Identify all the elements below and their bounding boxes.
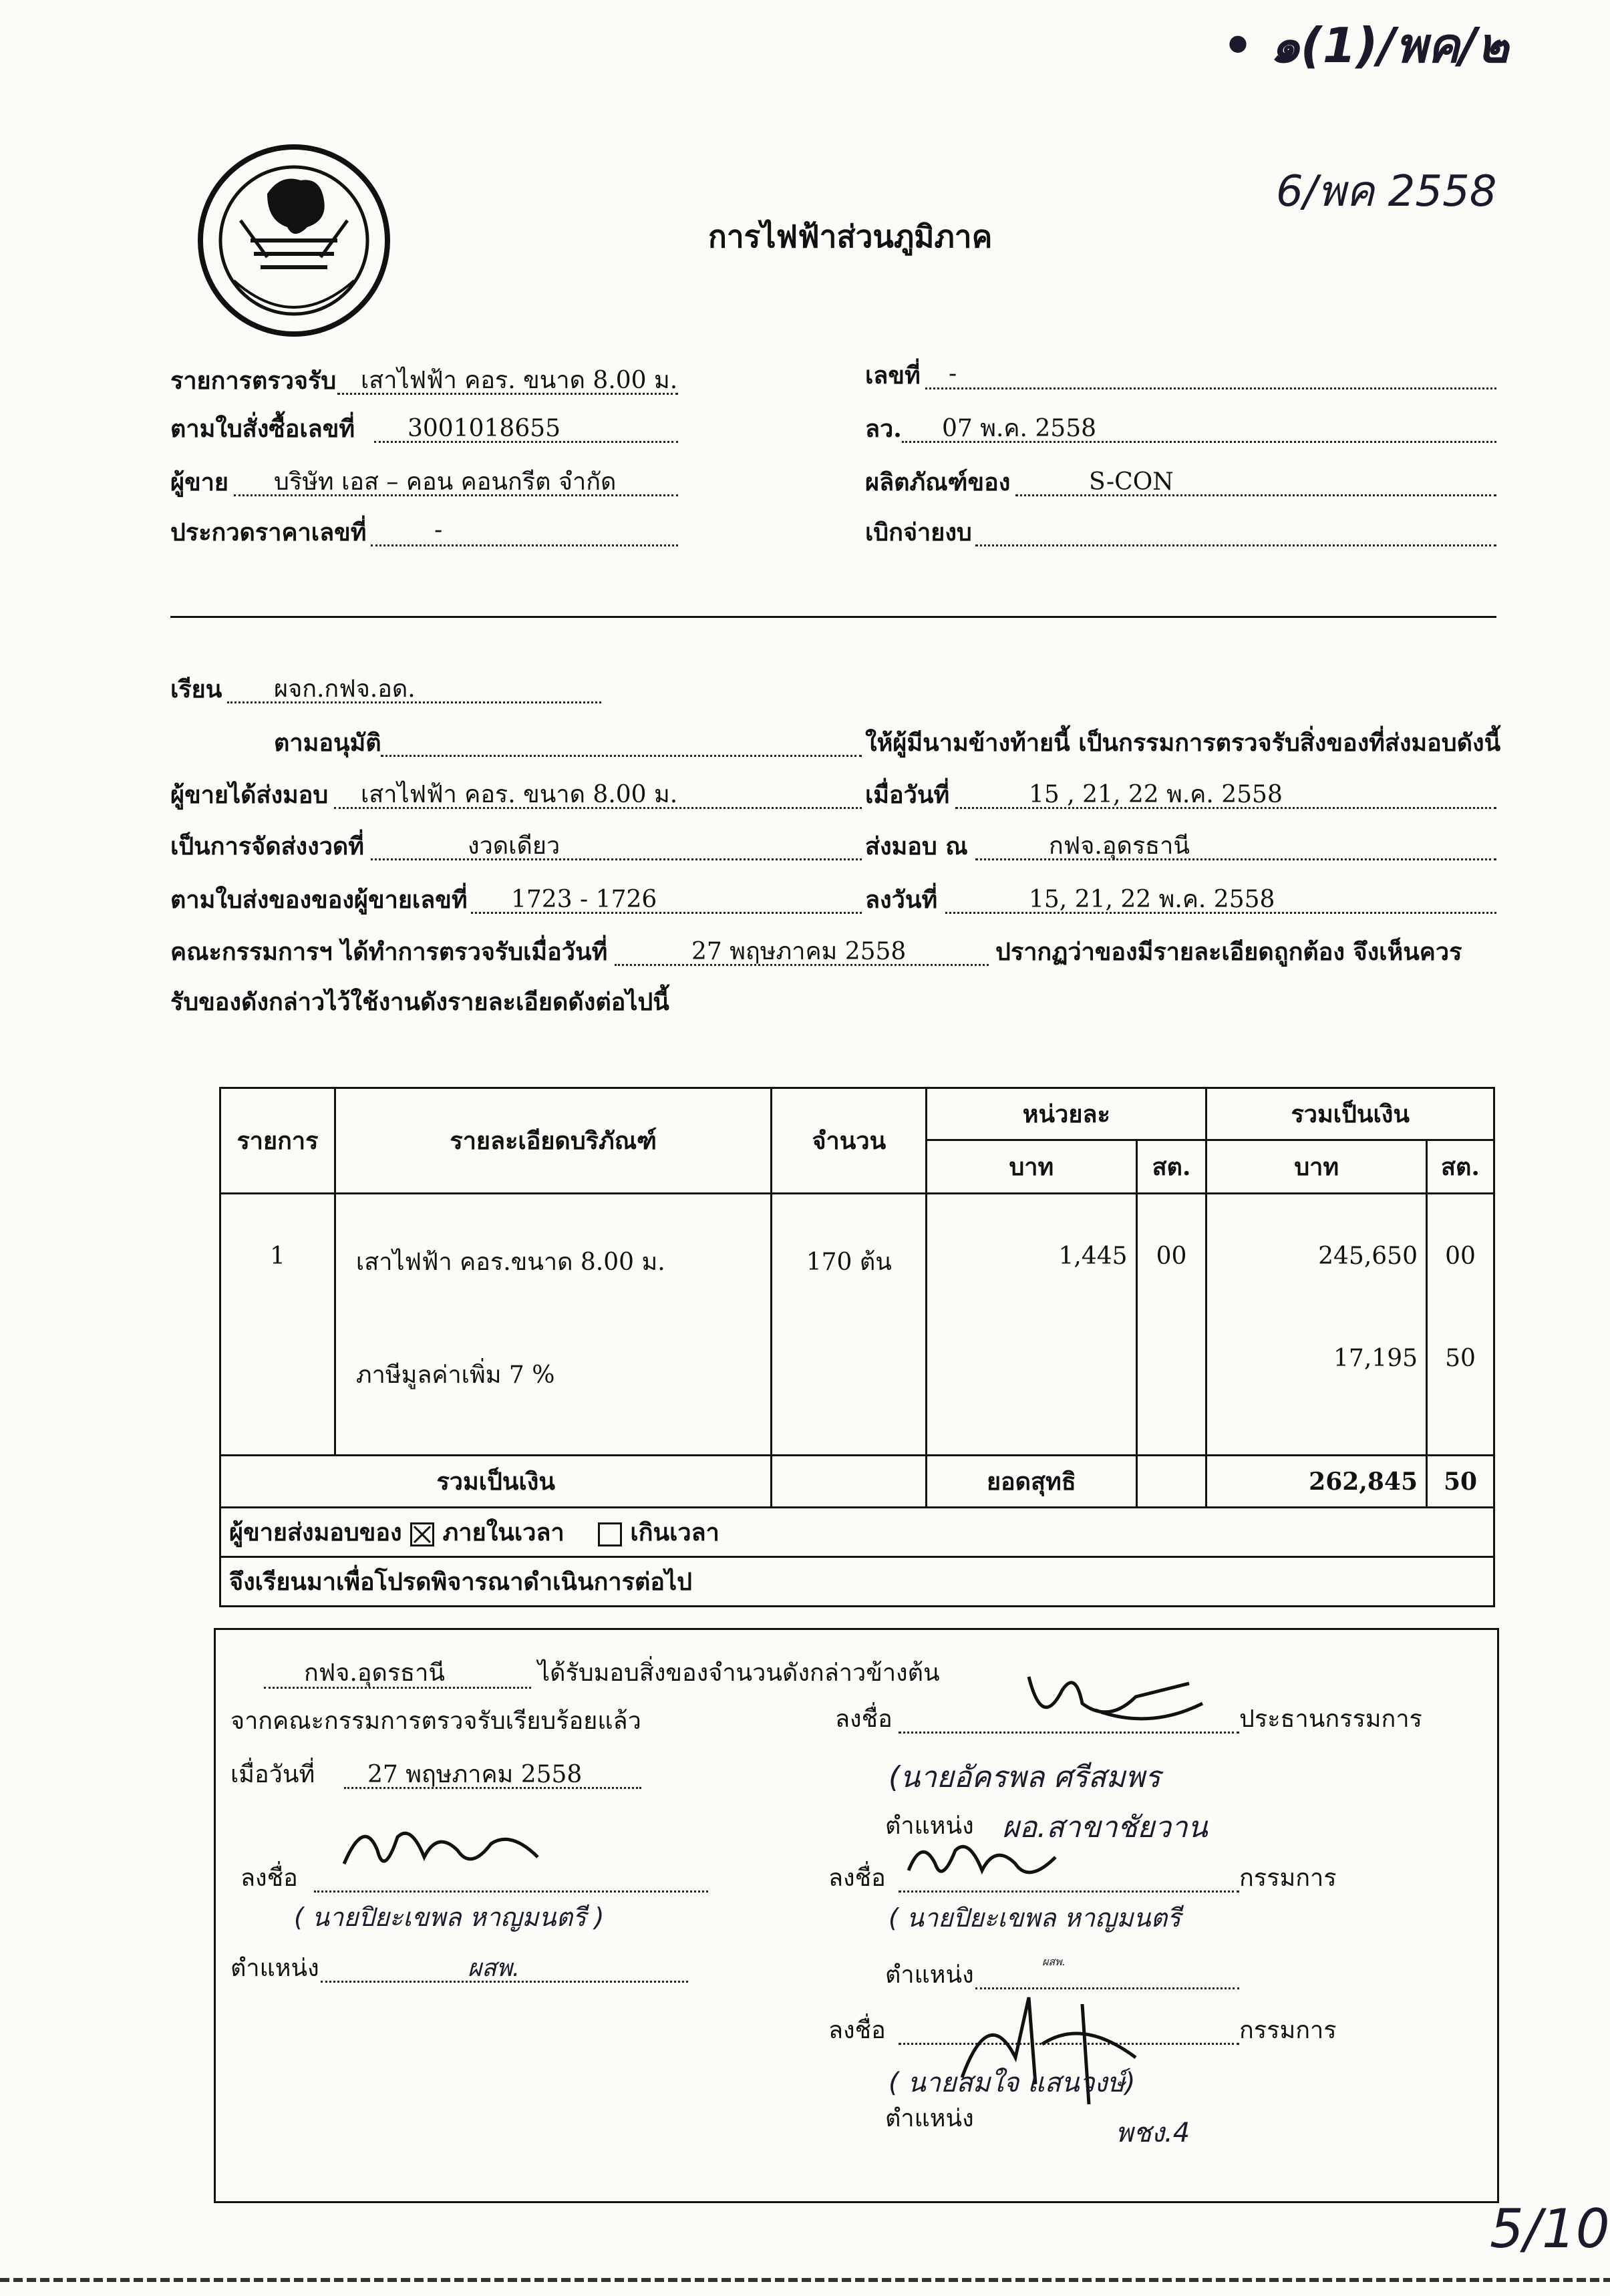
row-unit-baht: 1,445 bbox=[1058, 1243, 1128, 1270]
receipt-office: กฟจ.อุดรธานี bbox=[304, 1659, 445, 1687]
chair-signature bbox=[1015, 1663, 1216, 1746]
sum-label: รวมเป็นเงิน bbox=[220, 1456, 772, 1508]
bid-label: ประกวดราคาเลขที่ bbox=[170, 518, 367, 546]
batch-label: เป็นการจัดส่งงวดที่ bbox=[170, 832, 365, 860]
committee-date: 27 พฤษภาคม 2558 bbox=[691, 938, 907, 965]
chair-name: (นายอัครพล ศรีสมพร bbox=[889, 1760, 1161, 1794]
dated-label: ลงวันที่ bbox=[865, 886, 938, 914]
header-detail: รายละเอียดบริภัณฑ์ bbox=[335, 1088, 772, 1194]
approval-label: ตามอนุมัติ bbox=[274, 729, 381, 757]
po-date-value: 07 พ.ค. 2558 bbox=[942, 415, 1097, 442]
from-text: จากคณะกรรมการตรวจรับเรียบร้อยแล้ว bbox=[230, 1707, 641, 1735]
vat-detail: ภาษีมูลค่าเพิ่ม 7 % bbox=[355, 1361, 555, 1389]
date-annotation: 6/พค 2558 bbox=[1276, 167, 1497, 216]
header-unit-satang: สต. bbox=[1136, 1140, 1206, 1194]
to-value: ผจก.กฟจ.อด. bbox=[274, 675, 416, 703]
row-detail: เสาไฟฟ้า คอร.ขนาด 8.00 ม. bbox=[355, 1249, 665, 1276]
page-title: การไฟฟ้าส่วนภูมิภาค bbox=[708, 218, 993, 255]
budget-label: เบิกจ่ายงบ bbox=[865, 518, 972, 546]
po-date-label: ลว. bbox=[865, 415, 902, 443]
net-satang: 50 bbox=[1427, 1456, 1494, 1508]
member1-position: ผสพ. bbox=[1042, 1955, 1066, 1968]
receiver-signature bbox=[337, 1810, 551, 1893]
bid-value: - bbox=[434, 516, 443, 544]
member2-sign-label: ลงชื่อ bbox=[828, 2017, 886, 2044]
member2-role: กรรมการ bbox=[1239, 2017, 1337, 2044]
row-item: 1 bbox=[270, 1243, 285, 1270]
receiver-name: ( นายปิยะเขพล หาญมนตรี ) bbox=[294, 1903, 605, 1932]
chair-position-label: ตำแหน่ง bbox=[885, 1812, 974, 1840]
number-label: เลขที่ bbox=[865, 361, 921, 389]
seller-value: บริษัท เอส – คอน คอนกรีต จำกัด bbox=[274, 468, 617, 496]
committee-text2: รับของดังกล่าวไว้ใช้งานดังรายละเอียดดังต่อไปนี้ bbox=[170, 988, 669, 1016]
on-time-checkbox[interactable] bbox=[410, 1522, 434, 1546]
received-text: ได้รับมอบสิ่งของจำนวนดังกล่าวข้างต้น bbox=[538, 1659, 940, 1687]
vat-total-satang: 50 bbox=[1445, 1345, 1476, 1372]
items-table bbox=[219, 1087, 1495, 1607]
seller-label: ผู้ขาย bbox=[170, 468, 229, 496]
chair-role: ประธานกรรมการ bbox=[1239, 1705, 1422, 1733]
net-label: ยอดสุทธิ bbox=[927, 1456, 1136, 1508]
product-label: ผลิตภัณฑ์ของ bbox=[865, 468, 1011, 496]
member1-position-label: ตำแหน่ง bbox=[885, 1961, 974, 1989]
approval-text: ให้ผู้มีนามข้างท้ายนี้ เป็นกรรมการตรวจรับสิ่งของที่ส่งมอบดังนี้ bbox=[865, 729, 1501, 757]
member1-signature bbox=[902, 1830, 1076, 1900]
chair-sign-label: ลงชื่อ bbox=[835, 1705, 893, 1733]
scan-border bbox=[0, 2278, 1610, 2282]
pea-logo bbox=[194, 140, 394, 341]
header-total: รวมเป็นเงิน bbox=[1206, 1088, 1494, 1140]
row-quantity: 170 ต้น bbox=[806, 1249, 892, 1276]
overdue-label: เกินเวลา bbox=[630, 1518, 719, 1546]
row-total-satang: 00 bbox=[1445, 1243, 1476, 1270]
inspection-label: รายการตรวจรับ bbox=[170, 367, 337, 395]
vat-total-baht: 17,195 bbox=[1333, 1345, 1418, 1372]
header-total-satang: สต. bbox=[1427, 1140, 1494, 1194]
on-date-value: 15 , 21, 22 พ.ค. 2558 bbox=[1029, 781, 1283, 808]
batch-value: งวดเดียว bbox=[468, 832, 560, 860]
member2-name: ( นายสมใจ แสนวงษ์) bbox=[889, 2068, 1136, 2098]
row-total-baht: 245,650 bbox=[1318, 1243, 1418, 1270]
member2-position-label: ตำแหน่ง bbox=[885, 2105, 974, 2132]
page-count-annotation: 5/10 bbox=[1490, 2198, 1610, 2260]
dated-value: 15, 21, 22 พ.ค. 2558 bbox=[1029, 886, 1275, 913]
closing-text: จึงเรียนมาเพื่อโปรดพิจารณาดำเนินการต่อไป bbox=[220, 1557, 1494, 1607]
delivery-note-value: 1723 - 1726 bbox=[511, 886, 657, 913]
receipt-date-label: เมื่อวันที่ bbox=[230, 1761, 315, 1788]
receiver-position: ผสพ. bbox=[468, 1955, 520, 1982]
header-unit-price: หน่วยละ bbox=[927, 1088, 1206, 1140]
row-unit-satang: 00 bbox=[1156, 1243, 1187, 1270]
net-baht: 262,845 bbox=[1206, 1456, 1427, 1508]
po-value: 3001018655 bbox=[408, 415, 561, 442]
delivered-label: ผู้ขายได้ส่งมอบ bbox=[170, 781, 329, 809]
header-item: รายการ bbox=[220, 1088, 335, 1194]
header-unit-baht: บาท bbox=[927, 1140, 1136, 1194]
header-total-baht: บาท bbox=[1206, 1140, 1427, 1194]
delivery-note-label: ตามใบส่งของของผู้ขายเลขที่ bbox=[170, 886, 468, 914]
header-quantity: จำนวน bbox=[772, 1088, 927, 1194]
on-time-label: ภายในเวลา bbox=[442, 1518, 565, 1546]
top-right-annotation: • ๑(1)/พค/๒ bbox=[1223, 17, 1509, 73]
section-divider bbox=[170, 616, 1496, 618]
committee-label: คณะกรรมการฯ ได้ทำการตรวจรับเมื่อวันที่ bbox=[170, 938, 608, 966]
po-label: ตามใบสั่งซื้อเลขที่ bbox=[170, 415, 355, 443]
delivered-value: เสาไฟฟ้า คอร. ขนาด 8.00 ม. bbox=[361, 781, 678, 808]
member2-position: พชง.4 bbox=[1116, 2118, 1190, 2148]
receiver-sign-label: ลงชื่อ bbox=[240, 1864, 298, 1892]
location-label: ส่งมอบ ณ bbox=[865, 832, 968, 860]
product-value: S-CON bbox=[1089, 468, 1174, 496]
committee-text: ปรากฏว่าของมีรายละเอียดถูกต้อง จึงเห็นควร bbox=[995, 938, 1462, 966]
inspection-value: เสาไฟฟ้า คอร. ขนาด 8.00 ม. bbox=[361, 367, 678, 394]
location-value: กฟจ.อุดรธานี bbox=[1049, 832, 1190, 860]
on-date-label: เมื่อวันที่ bbox=[865, 781, 950, 809]
overdue-checkbox[interactable] bbox=[598, 1522, 622, 1546]
receipt-date-value: 27 พฤษภาคม 2558 bbox=[367, 1761, 583, 1788]
to-label: เรียน bbox=[170, 675, 222, 703]
number-value: - bbox=[949, 360, 957, 387]
chair-position: ผอ.สาขาชัยวาน bbox=[1002, 1810, 1208, 1844]
member1-sign-label: ลงชื่อ bbox=[828, 1864, 886, 1892]
member1-role: กรรมการ bbox=[1239, 1864, 1337, 1892]
table-row bbox=[220, 1194, 1494, 1456]
delivery-label: ผู้ขายส่งมอบของ bbox=[229, 1518, 402, 1546]
receiver-position-label: ตำแหน่ง bbox=[230, 1955, 319, 1982]
member1-name: ( นายปิยะเขพล หาญมนตรี bbox=[889, 1903, 1181, 1933]
